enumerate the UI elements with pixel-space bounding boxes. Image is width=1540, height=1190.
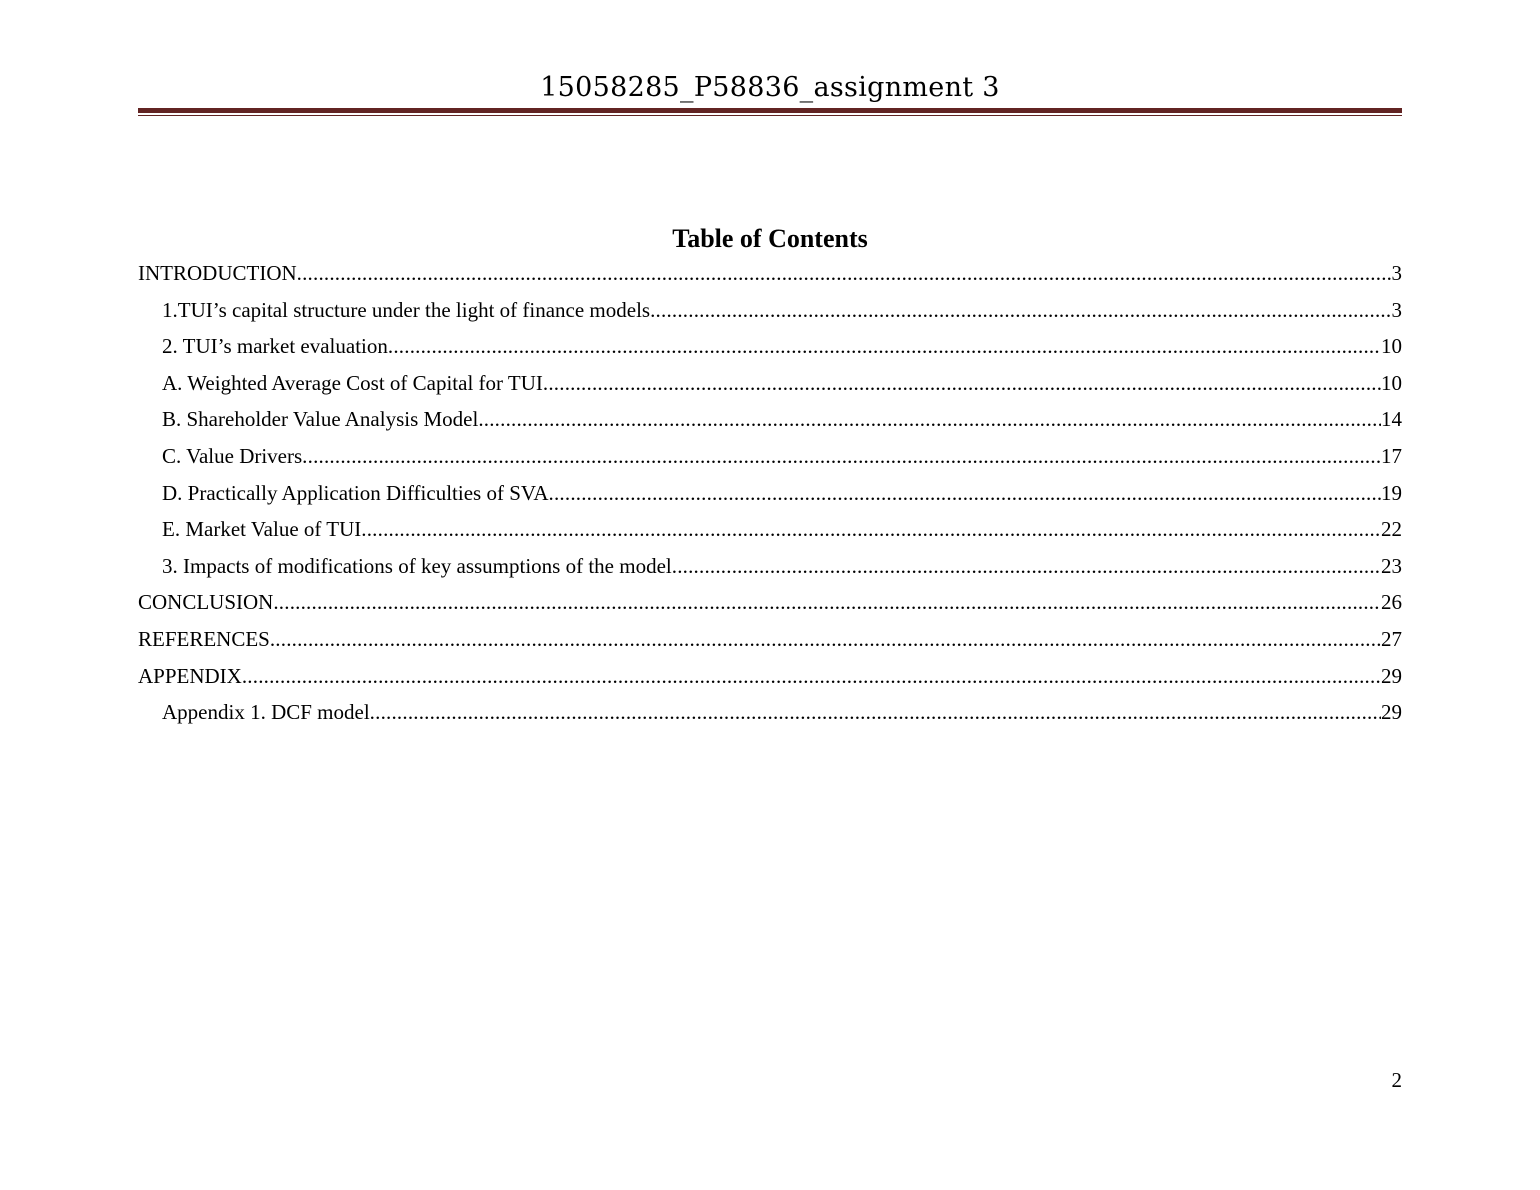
toc-entry-label: CONCLUSION bbox=[138, 590, 274, 615]
toc-entry-capital-structure[interactable] bbox=[138, 296, 1402, 333]
toc-dot-leader bbox=[370, 698, 1381, 726]
toc-dot-leader bbox=[302, 442, 1381, 470]
toc-dot-leader bbox=[242, 662, 1381, 690]
table-of-contents bbox=[138, 259, 1402, 735]
toc-entry-page: 23 bbox=[1381, 553, 1402, 578]
toc-entry-page: 17 bbox=[1381, 443, 1402, 468]
toc-entry-label: REFERENCES bbox=[138, 626, 270, 651]
toc-entry-label: E. Market Value of TUI bbox=[162, 517, 362, 542]
header-rule-thick bbox=[138, 108, 1402, 113]
toc-entry-references[interactable] bbox=[138, 625, 1402, 662]
toc-entry-page: 27 bbox=[1381, 626, 1402, 651]
header-rule-thin bbox=[138, 115, 1402, 116]
toc-dot-leader bbox=[650, 296, 1391, 324]
toc-entry-label: Appendix 1. DCF model bbox=[162, 700, 370, 725]
toc-dot-leader bbox=[543, 369, 1381, 397]
toc-entry-market-value[interactable] bbox=[138, 515, 1402, 552]
toc-entry-impacts[interactable] bbox=[138, 552, 1402, 589]
toc-entry-page: 22 bbox=[1381, 517, 1402, 542]
toc-entry-label: A. Weighted Average Cost of Capital for TUI bbox=[162, 370, 543, 395]
toc-entry-page: 14 bbox=[1381, 407, 1402, 432]
toc-title: Table of Contents bbox=[672, 224, 868, 253]
toc-entry-sva-model[interactable] bbox=[138, 405, 1402, 442]
toc-entry-label: 1.TUI’s capital structure under the light of finance models bbox=[162, 297, 651, 322]
toc-entry-page: 29 bbox=[1381, 663, 1402, 688]
toc-entry-page: 3 bbox=[1391, 297, 1402, 322]
toc-entry-conclusion[interactable] bbox=[138, 588, 1402, 625]
toc-entry-appendix-dcf[interactable] bbox=[138, 698, 1402, 735]
toc-entry-label: C. Value Drivers bbox=[162, 443, 303, 468]
toc-entry-label: INTRODUCTION bbox=[138, 261, 297, 285]
toc-dot-leader bbox=[361, 515, 1381, 543]
toc-entry-page: 29 bbox=[1381, 700, 1402, 725]
toc-entry-page: 19 bbox=[1381, 480, 1402, 505]
toc-dot-leader bbox=[273, 588, 1381, 616]
page-header: 15058285_P58836_assignment 3 bbox=[540, 72, 1000, 103]
toc-entry-label: APPENDIX bbox=[138, 663, 242, 688]
toc-dot-leader bbox=[388, 332, 1381, 360]
toc-dot-leader bbox=[478, 405, 1381, 433]
toc-dot-leader bbox=[549, 479, 1381, 507]
toc-entry-market-evaluation[interactable] bbox=[138, 332, 1402, 369]
toc-entry-value-drivers[interactable] bbox=[138, 442, 1402, 479]
toc-dot-leader bbox=[297, 259, 1392, 287]
toc-entry-label: 3. Impacts of modifications of key assumptions of the model bbox=[162, 553, 672, 578]
toc-dot-leader bbox=[270, 625, 1381, 653]
toc-entry-page: 10 bbox=[1381, 334, 1402, 359]
toc-entry-label: D. Practically Application Difficulties of SVA bbox=[162, 480, 549, 505]
toc-entry-sva-difficulties[interactable] bbox=[138, 479, 1402, 516]
toc-entry-page: 10 bbox=[1381, 370, 1402, 395]
toc-entry-page: 26 bbox=[1381, 590, 1402, 615]
toc-entry-label: B. Shareholder Value Analysis Model bbox=[162, 407, 479, 432]
toc-entry-introduction[interactable] bbox=[138, 259, 1402, 296]
toc-entry-appendix[interactable] bbox=[138, 662, 1402, 699]
toc-entry-page: 3 bbox=[1391, 261, 1402, 285]
toc-entry-wacc[interactable] bbox=[138, 369, 1402, 406]
toc-dot-leader bbox=[672, 552, 1381, 580]
page-number: 2 bbox=[1391, 1068, 1402, 1092]
toc-entry-label: 2. TUI’s market evaluation bbox=[162, 334, 388, 359]
